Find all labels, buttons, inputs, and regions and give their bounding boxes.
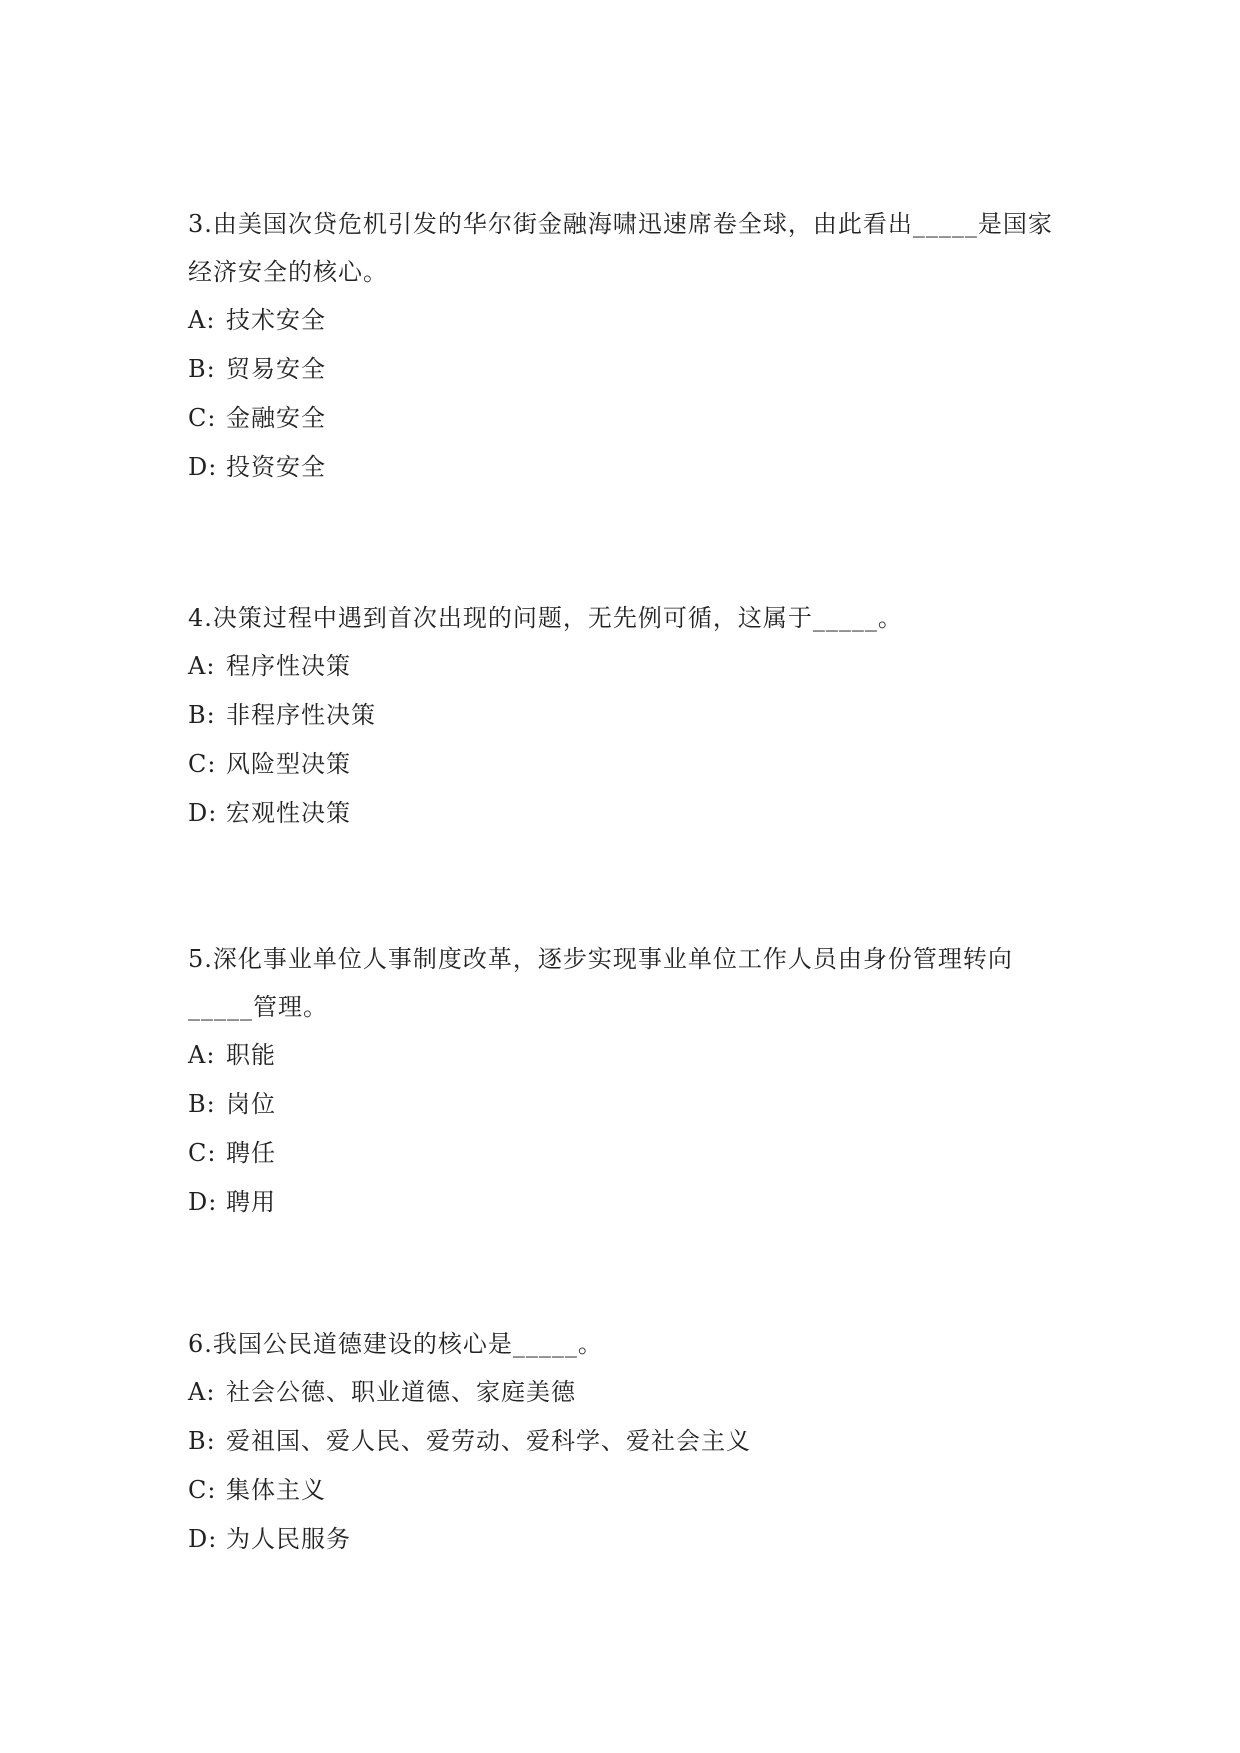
option-c [188, 1129, 1058, 1178]
option-text: 集体主义 [226, 1476, 326, 1504]
option-text: 职能 [226, 1041, 276, 1069]
option-a [188, 1031, 1058, 1080]
option-text: 金融安全 [226, 404, 326, 432]
option-text: 爱祖国、爱人民、爱劳动、爱科学、爱社会主义 [226, 1427, 751, 1455]
option-a [188, 296, 1058, 345]
option-b [188, 691, 1058, 740]
option-text: 聘用 [226, 1188, 276, 1216]
option-letter: C: [188, 750, 217, 778]
question-4 [188, 594, 1058, 838]
option-text: 岗位 [226, 1090, 276, 1118]
option-list [188, 1368, 1058, 1564]
question-3 [188, 200, 1058, 492]
option-text: 社会公德、职业道德、家庭美德 [226, 1378, 576, 1406]
option-d [188, 1178, 1058, 1227]
option-d [188, 789, 1058, 838]
option-text: 聘任 [226, 1139, 276, 1167]
option-c [188, 394, 1058, 443]
option-letter: D: [188, 799, 218, 827]
option-list [188, 296, 1058, 492]
question-stem [188, 935, 1058, 1031]
question-text: 我国公民道德建设的核心是_____。 [212, 1330, 603, 1358]
question-5 [188, 935, 1058, 1227]
question-number: 3. [188, 210, 213, 238]
question-number: 6. [188, 1330, 213, 1358]
option-list [188, 1031, 1058, 1227]
option-letter: B: [188, 355, 216, 383]
option-letter: A: [188, 1041, 216, 1069]
option-letter: A: [188, 1378, 216, 1406]
option-letter: A: [188, 306, 216, 334]
option-letter: C: [188, 1139, 217, 1167]
option-c [188, 1466, 1058, 1515]
option-letter: B: [188, 1427, 216, 1455]
option-a [188, 1368, 1058, 1417]
option-text: 为人民服务 [226, 1525, 351, 1553]
option-letter: D: [188, 1525, 218, 1553]
option-text: 宏观性决策 [226, 799, 351, 827]
question-number: 4. [188, 604, 213, 632]
option-text: 贸易安全 [226, 355, 326, 383]
option-d [188, 443, 1058, 492]
option-a [188, 642, 1058, 691]
option-text: 技术安全 [226, 306, 326, 334]
question-stem [188, 1320, 1058, 1368]
option-text: 非程序性决策 [226, 701, 376, 729]
option-text: 风险型决策 [226, 750, 351, 778]
option-b [188, 1417, 1058, 1466]
question-stem [188, 200, 1058, 296]
option-d [188, 1515, 1058, 1564]
option-letter: C: [188, 1476, 217, 1504]
option-letter: B: [188, 1090, 216, 1118]
question-text: 由美国次贷危机引发的华尔街金融海啸迅速席卷全球，由此看出_____是国家经济安全的核心。 [188, 210, 1053, 286]
option-letter: A: [188, 652, 216, 680]
option-b [188, 1080, 1058, 1129]
question-6 [188, 1320, 1058, 1564]
question-text: 深化事业单位人事制度改革，逐步实现事业单位工作人员由身份管理转向_____管理。 [188, 945, 1013, 1021]
question-number: 5. [188, 945, 213, 973]
option-letter: D: [188, 453, 218, 481]
option-list [188, 642, 1058, 838]
option-letter: C: [188, 404, 217, 432]
question-stem [188, 594, 1058, 642]
question-text: 决策过程中遇到首次出现的问题，无先例可循，这属于_____。 [212, 604, 903, 632]
option-letter: B: [188, 701, 216, 729]
option-b [188, 345, 1058, 394]
option-c [188, 740, 1058, 789]
option-text: 程序性决策 [226, 652, 351, 680]
option-letter: D: [188, 1188, 218, 1216]
option-text: 投资安全 [226, 453, 326, 481]
